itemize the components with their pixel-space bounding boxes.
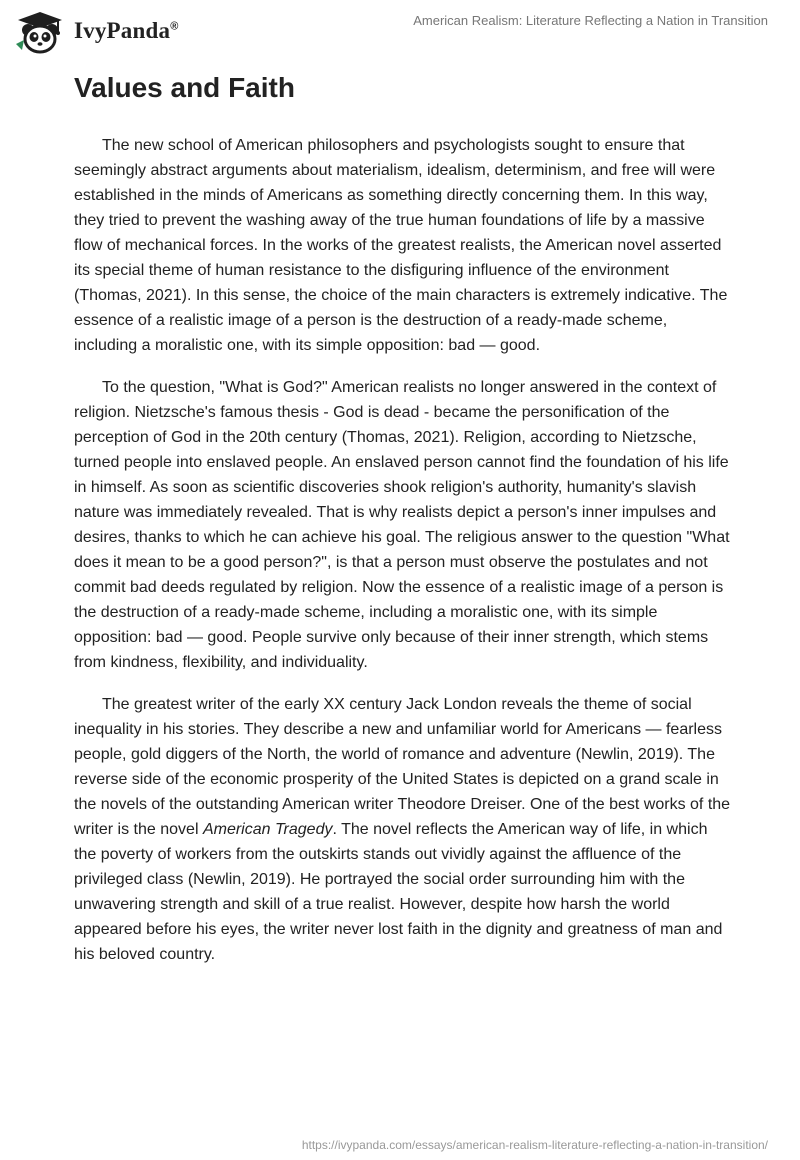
brand-name bbox=[74, 18, 179, 44]
document-title: American Realism: Literature Reflecting a Nation in Transition bbox=[413, 13, 768, 28]
paragraph-3-part-b: . The novel reflects the American way of life, in which the poverty of workers from the outskirts stands out vividly against the affluence of the privileged class (Newlin, 2019). He portrayed the social order surrounding him with the unwavering strength and skill of a true realist. However, despite how harsh the world appeared before his eyes, the writer never lost faith in the dignity and greatness of man and his beloved country. bbox=[74, 821, 723, 963]
registered-mark: ® bbox=[170, 20, 179, 33]
panda-graduate-icon bbox=[14, 10, 66, 54]
essay-body bbox=[74, 133, 734, 984]
brand-logo[interactable] bbox=[14, 10, 179, 54]
paragraph-2: To the question, "What is God?" American realists no longer answered in the context of religion. Nietzsche's famous thesis - God is dead - became the personification of the perception of God in the 20th century (Thomas, 2021). Religion, according to Nietzsche, turned people into enslaved people. An enslaved person cannot find the foundation of his life in himself. As soon as scientific discoveries shook religion's authority, humanity's slavish nature was immediately revealed. That is why realists depict a person's inner impulses and desires, thanks to which he can achieve his goal. The religious answer to the question "What does it mean to be a good person?", is that a person must observe the postulates and not commit bad deeds regulated by religion. Now the essence of a realistic image of a person is the destruction of a ready-made scheme, including a moralistic one, with its simple opposition: bad — good. People survive only because of their inner strength, which stems from kindness, flexibility, and individuality. bbox=[74, 379, 730, 671]
book-title-italic: American Tragedy bbox=[202, 821, 333, 838]
paragraph-1: The new school of American philosophers and psychologists sought to ensure that seemingly abstract arguments about materialism, idealism, determinism, and free will were established in the minds of Americans as something directly concerning them. In this way, they tried to prevent the washing away of the true human foundations of life by a massive flow of mechanical forces. In the works of the greatest realists, the American novel asserted its special theme of human resistance to the disfiguring influence of the environment (Thomas, 2021). In this sense, the choice of the main characters is extremely indicative. The essence of a realistic image of a person is the destruction of a ready-made scheme, including a moralistic one, with its simple opposition: bad — good. bbox=[74, 137, 728, 354]
brand-name-text: IvyPanda bbox=[74, 18, 171, 43]
source-url[interactable]: https://ivypanda.com/essays/american-realism-literature-reflecting-a-nation-in-transition/ bbox=[301, 1138, 768, 1152]
section-heading: Values and Faith bbox=[74, 72, 295, 103]
paragraph-3-part-a: The greatest writer of the early XX century Jack London reveals the theme of social inequality in his stories. They describe a new and unfamiliar world for Americans — fearless people, gold diggers of the North, the world of romance and adventure (Newlin, 2019). The reverse side of the economic prosperity of the United States is depicted on a grand scale in the novels of the outstanding American writer Theodore Dreiser. One of the best works of the writer is the novel bbox=[74, 696, 731, 838]
paragraph-3 bbox=[74, 692, 734, 967]
